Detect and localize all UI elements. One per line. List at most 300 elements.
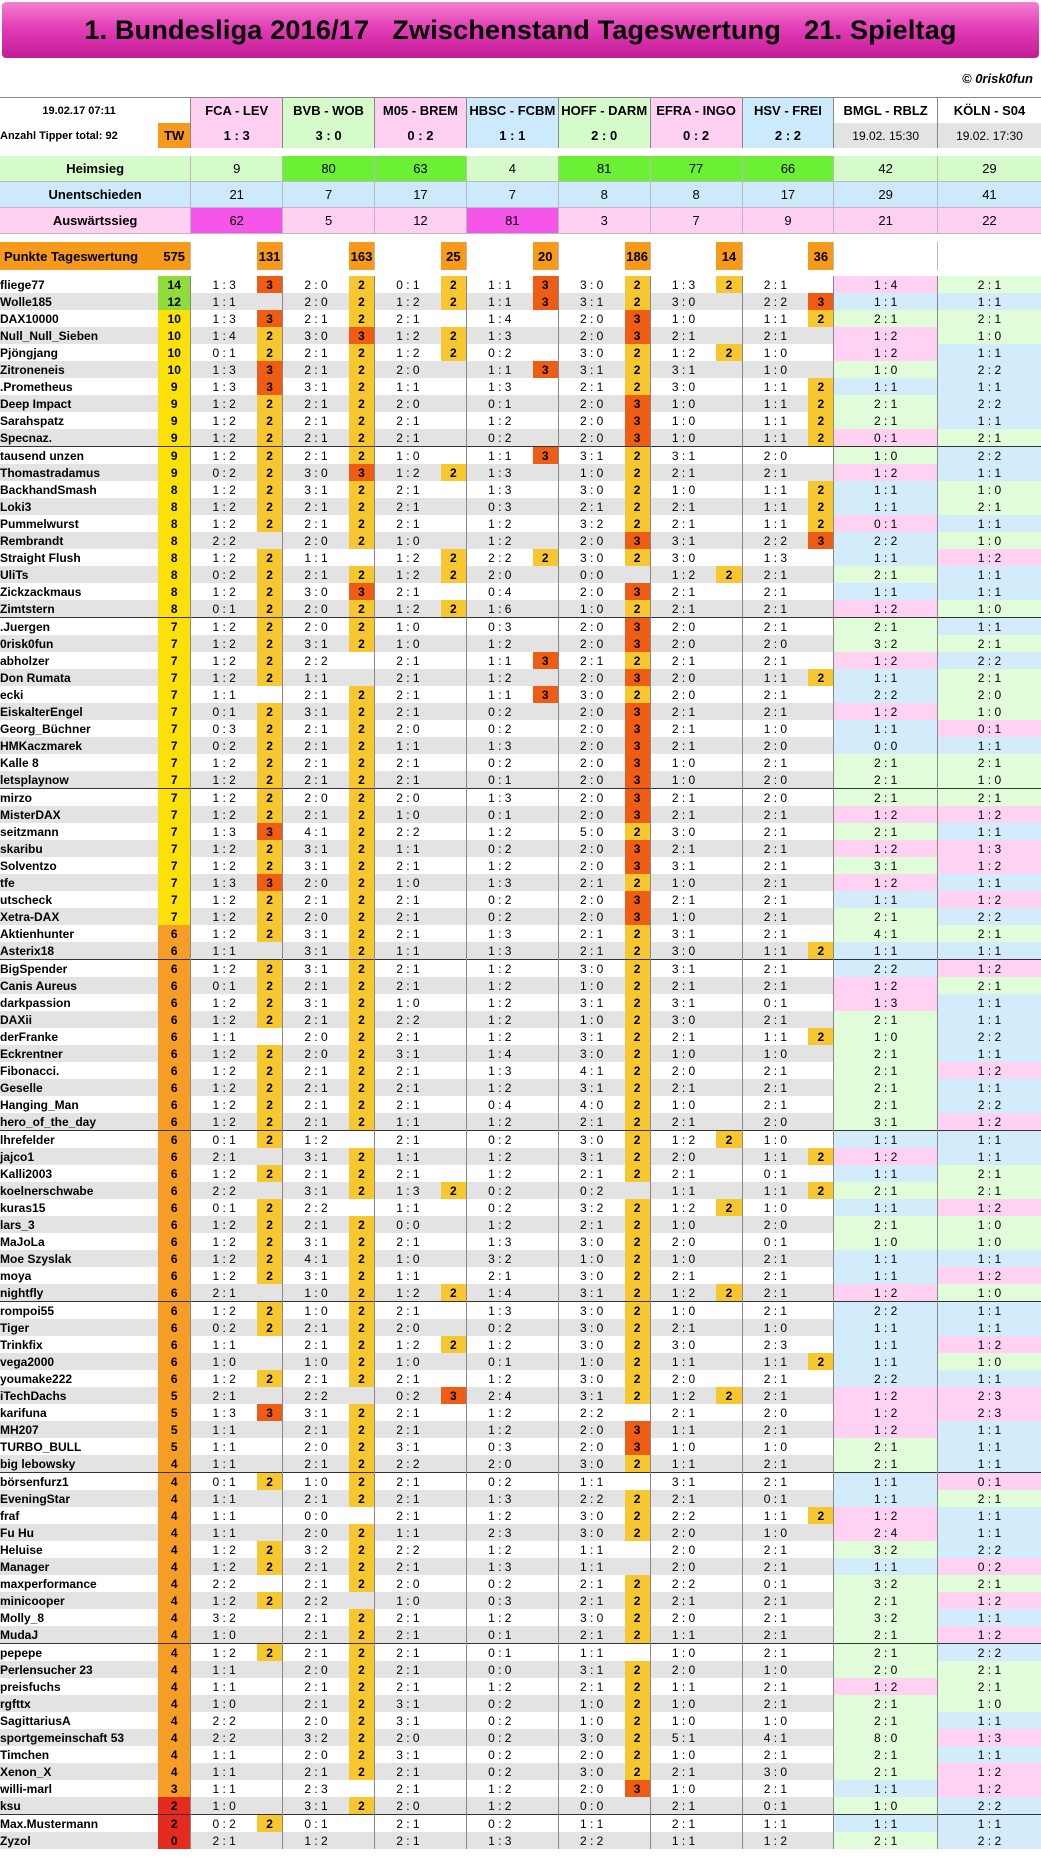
player-tip: 2 : 3 [937, 1387, 1041, 1404]
player-tip: 3 : 0 [558, 1336, 624, 1353]
player-tip: 0 : 2 [466, 344, 532, 361]
player-tip: 2 : 1 [937, 635, 1041, 652]
player-tip: 3 : 0 [650, 549, 716, 566]
player-row [0, 960, 1041, 978]
player-points [349, 669, 375, 686]
player-points: 2 [257, 652, 283, 669]
player-tip: 3 : 2 [834, 1541, 938, 1558]
player-tip: 3 : 0 [558, 1267, 624, 1284]
player-tip: 2 : 1 [375, 977, 441, 994]
match-teams: KÖLN - S04 [937, 98, 1041, 124]
player-points [441, 1302, 467, 1320]
player-points [441, 1370, 467, 1387]
player-tip: 1 : 2 [466, 1011, 532, 1028]
player-points: 2 [257, 703, 283, 720]
player-points: 2 [625, 1131, 651, 1149]
player-tip: 1 : 1 [558, 1541, 624, 1558]
player-tip: 1 : 0 [375, 1592, 441, 1609]
player-points: 2 [349, 1028, 375, 1045]
summary-count: 7 [650, 208, 742, 234]
player-tw: 2 [158, 1797, 191, 1815]
player-points: 2 [257, 994, 283, 1011]
player-tip: 1 : 2 [191, 908, 257, 925]
player-tip: 1 : 2 [191, 395, 257, 412]
player-points: 2 [808, 310, 834, 327]
player-points [716, 1336, 742, 1353]
player-tip: 1 : 0 [834, 361, 938, 378]
player-points: 2 [625, 447, 651, 465]
player-tip: 0 : 2 [466, 1182, 532, 1199]
player-tip: 1 : 1 [466, 293, 532, 310]
player-tip: 1 : 3 [650, 276, 716, 293]
player-tip: 2 : 1 [742, 891, 808, 908]
player-tw: 6 [158, 1062, 191, 1079]
player-points: 2 [441, 600, 467, 618]
player-tip: 2 : 0 [742, 1113, 808, 1131]
player-tip: 2 : 1 [742, 874, 808, 891]
player-row [0, 669, 1041, 686]
player-points: 2 [257, 1131, 283, 1149]
player-tip: 1 : 0 [650, 1216, 716, 1233]
player-tip: 2 : 0 [742, 789, 808, 807]
player-tip: 1 : 1 [834, 481, 938, 498]
player-points: 2 [349, 378, 375, 395]
player-tw: 8 [158, 549, 191, 566]
player-tip: 1 : 2 [466, 960, 532, 978]
player-tip: 2 : 1 [650, 1797, 716, 1815]
player-name: Fu Hu [0, 1524, 158, 1541]
player-points [533, 857, 559, 874]
player-tw: 4 [158, 1763, 191, 1780]
player-tip: 2 : 0 [650, 618, 716, 636]
player-name: Don Rumata [0, 669, 158, 686]
player-tip: 1 : 4 [466, 1045, 532, 1062]
player-tip: 2 : 2 [742, 532, 808, 549]
points-match: 25 [441, 242, 467, 270]
player-points: 2 [716, 1284, 742, 1302]
player-points: 2 [349, 429, 375, 447]
player-tip: 2 : 1 [558, 1216, 624, 1233]
player-points: 2 [257, 600, 283, 618]
player-tip: 2 : 1 [558, 652, 624, 669]
player-tip: 1 : 1 [742, 429, 808, 447]
player-tip: 0 : 2 [191, 464, 257, 481]
player-tip: 2 : 1 [742, 1695, 808, 1712]
player-points [533, 1336, 559, 1353]
player-points [533, 960, 559, 978]
player-tip: 1 : 1 [834, 1319, 938, 1336]
player-tip: 1 : 2 [375, 600, 441, 618]
player-points [716, 395, 742, 412]
player-tip: 2 : 1 [650, 1267, 716, 1284]
player-name: Xenon_X [0, 1763, 158, 1780]
player-tip: 2 : 1 [375, 669, 441, 686]
player-tip: 1 : 0 [650, 429, 716, 447]
player-name: fliege77 [0, 276, 158, 293]
player-points: 2 [257, 1267, 283, 1284]
player-row [0, 429, 1041, 447]
player-tip: 2 : 1 [375, 310, 441, 327]
match-result: 19.02. 17:30 [937, 123, 1041, 148]
points-match: 163 [349, 242, 375, 270]
player-tip: 1 : 2 [834, 840, 938, 857]
player-name: Hanging_Man [0, 1096, 158, 1113]
player-tip: 2 : 0 [558, 806, 624, 823]
player-tip: 2 : 1 [834, 1216, 938, 1233]
player-tip: 3 : 0 [283, 327, 349, 344]
player-name: Kalli2003 [0, 1165, 158, 1182]
player-name: Zickzackmaus [0, 583, 158, 600]
player-tip: 2 : 1 [375, 1558, 441, 1575]
player-name: lars_3 [0, 1216, 158, 1233]
player-points: 2 [625, 1626, 651, 1644]
player-tip: 1 : 3 [466, 327, 532, 344]
player-tw: 7 [158, 720, 191, 737]
player-tip: 1 : 1 [466, 361, 532, 378]
player-points: 2 [349, 1370, 375, 1387]
player-points: 2 [625, 1592, 651, 1609]
player-points [441, 1626, 467, 1644]
player-tip: 2 : 1 [650, 1404, 716, 1421]
player-tw: 6 [158, 1096, 191, 1113]
player-points [441, 1148, 467, 1165]
player-points [533, 806, 559, 823]
player-points: 2 [625, 1455, 651, 1473]
player-tip: 2 : 0 [742, 447, 808, 465]
player-tw: 6 [158, 1028, 191, 1045]
player-tip: 1 : 2 [191, 1250, 257, 1267]
player-points: 2 [349, 515, 375, 532]
player-points: 2 [625, 549, 651, 566]
player-tip: 3 : 0 [558, 481, 624, 498]
player-points [349, 1507, 375, 1524]
player-points: 2 [625, 1028, 651, 1045]
player-points: 3 [625, 703, 651, 720]
player-tip: 1 : 2 [466, 857, 532, 874]
player-points [533, 1797, 559, 1815]
player-tip: 2 : 1 [283, 1113, 349, 1131]
player-tip: 2 : 1 [283, 1558, 349, 1575]
player-tip: 1 : 3 [834, 994, 938, 1011]
player-tip: 2 : 1 [937, 925, 1041, 942]
player-tip: 2 : 1 [650, 1490, 716, 1507]
player-points: 3 [625, 857, 651, 874]
player-tw: 6 [158, 925, 191, 942]
player-points [441, 1113, 467, 1131]
player-name: .Juergen [0, 618, 158, 636]
player-tip: 2 : 1 [650, 977, 716, 994]
player-tip: 1 : 1 [650, 1421, 716, 1438]
player-tip: 1 : 2 [191, 891, 257, 908]
player-tip: 0 : 1 [191, 1131, 257, 1149]
player-tip: 2 : 0 [558, 310, 624, 327]
player-tip: 2 : 1 [283, 1644, 349, 1662]
player-points: 2 [257, 806, 283, 823]
player-tip: 1 : 2 [375, 566, 441, 583]
player-tip: 2 : 1 [742, 1387, 808, 1404]
player-tip: 2 : 0 [650, 1558, 716, 1575]
player-points: 2 [625, 1062, 651, 1079]
player-tip: 2 : 1 [937, 310, 1041, 327]
player-tip: 2 : 1 [375, 515, 441, 532]
player-points: 2 [625, 1387, 651, 1404]
player-points [533, 720, 559, 737]
player-tip: 0 : 3 [466, 618, 532, 636]
player-tip: 1 : 1 [191, 1455, 257, 1473]
player-tip: 2 : 1 [650, 737, 716, 754]
player-points [441, 942, 467, 960]
player-tip: 1 : 0 [937, 600, 1041, 618]
player-tip: 0 : 1 [375, 276, 441, 293]
player-tip: 1 : 2 [466, 1079, 532, 1096]
player-tip: 1 : 2 [742, 1832, 808, 1849]
player-points: 2 [441, 1336, 467, 1353]
player-points [625, 1832, 651, 1849]
player-row [0, 1165, 1041, 1182]
player-tip: 2 : 0 [558, 635, 624, 652]
player-tip: 2 : 1 [375, 481, 441, 498]
player-tip: 2 : 1 [742, 1678, 808, 1695]
player-points: 3 [257, 378, 283, 395]
player-points [625, 1473, 651, 1491]
player-tip: 1 : 2 [466, 1113, 532, 1131]
player-name: Zitroneneis [0, 361, 158, 378]
player-points [257, 942, 283, 960]
player-points [441, 1729, 467, 1746]
player-points [533, 908, 559, 925]
player-points [716, 481, 742, 498]
player-tw: 3 [158, 1780, 191, 1797]
summary-count: 9 [742, 208, 834, 234]
player-points [533, 1216, 559, 1233]
player-points [625, 1797, 651, 1815]
player-points: 2 [349, 447, 375, 465]
player-name: SagittariusA [0, 1712, 158, 1729]
player-tip: 2 : 0 [375, 1797, 441, 1815]
player-tip: 3 : 2 [466, 1250, 532, 1267]
player-points: 3 [625, 1780, 651, 1797]
player-points: 2 [349, 1062, 375, 1079]
player-tip: 2 : 1 [834, 1011, 938, 1028]
player-name: Max.Mustermann [0, 1815, 158, 1833]
player-tip: 2 : 1 [283, 686, 349, 703]
player-tip: 1 : 3 [191, 378, 257, 395]
player-points [808, 1284, 834, 1302]
player-points [441, 481, 467, 498]
player-name: Asterix18 [0, 942, 158, 960]
player-points [808, 891, 834, 908]
player-tip: 2 : 1 [834, 1644, 938, 1662]
player-points: 2 [349, 1438, 375, 1455]
player-points [533, 1763, 559, 1780]
player-points: 2 [625, 276, 651, 293]
player-points [716, 447, 742, 465]
player-tip: 1 : 1 [375, 840, 441, 857]
player-points [716, 549, 742, 566]
player-tip: 1 : 2 [937, 960, 1041, 978]
player-tip: 1 : 2 [937, 1592, 1041, 1609]
player-tip: 1 : 2 [191, 1011, 257, 1028]
player-tw: 9 [158, 464, 191, 481]
player-tip: 2 : 1 [834, 1763, 938, 1780]
player-points: 2 [349, 960, 375, 978]
player-tip: 0 : 1 [466, 771, 532, 789]
player-tip: 3 : 0 [283, 583, 349, 600]
player-points [716, 1353, 742, 1370]
player-points: 2 [349, 532, 375, 549]
player-points: 2 [625, 1336, 651, 1353]
match-result: 3 : 0 [283, 123, 375, 148]
player-tip: 1 : 1 [742, 498, 808, 515]
player-points: 2 [349, 1267, 375, 1284]
player-tip: 1 : 0 [937, 1695, 1041, 1712]
player-name: DAX10000 [0, 310, 158, 327]
player-tip: 1 : 1 [937, 566, 1041, 583]
summary-count: 81 [558, 156, 650, 182]
player-name: darkpassion [0, 994, 158, 1011]
player-tip: 1 : 1 [834, 891, 938, 908]
player-tip: 1 : 1 [937, 1609, 1041, 1626]
player-tip: 2 : 1 [742, 566, 808, 583]
player-tip: 1 : 3 [191, 276, 257, 293]
player-row [0, 1609, 1041, 1626]
player-tw: 4 [158, 1541, 191, 1558]
player-tip: 0 : 1 [466, 1353, 532, 1370]
player-points: 2 [349, 686, 375, 703]
player-row [0, 1490, 1041, 1507]
player-tip: 2 : 1 [375, 857, 441, 874]
player-tw: 6 [158, 1302, 191, 1320]
player-tip: 1 : 3 [191, 310, 257, 327]
player-points: 2 [349, 1182, 375, 1199]
player-points [441, 1438, 467, 1455]
player-tip: 1 : 2 [466, 635, 532, 652]
player-tip: 1 : 0 [650, 1302, 716, 1320]
player-tip: 1 : 2 [191, 669, 257, 686]
player-tip: 1 : 1 [742, 1148, 808, 1165]
player-points: 2 [625, 1695, 651, 1712]
player-name: MaJoLa [0, 1233, 158, 1250]
tipper-count: Anzahl Tipper total: 92 [0, 123, 158, 148]
player-points: 2 [625, 1319, 651, 1336]
player-tip: 0 : 4 [466, 1096, 532, 1113]
player-points [808, 1490, 834, 1507]
player-tip: 1 : 2 [937, 1336, 1041, 1353]
player-points: 2 [625, 823, 651, 840]
player-tip: 1 : 0 [650, 1695, 716, 1712]
player-points: 2 [349, 1336, 375, 1353]
player-points [808, 1370, 834, 1387]
player-tip: 1 : 4 [466, 310, 532, 327]
player-tip: 2 : 1 [283, 1011, 349, 1028]
player-points [716, 1592, 742, 1609]
player-name: DAXii [0, 1011, 158, 1028]
player-tip: 1 : 4 [834, 276, 938, 293]
player-tip: 4 : 1 [283, 1250, 349, 1267]
player-row [0, 515, 1041, 532]
player-points [808, 754, 834, 771]
player-tip: 5 : 1 [650, 1729, 716, 1746]
player-tip: 2 : 2 [558, 1832, 624, 1849]
player-tip: 2 : 1 [834, 771, 938, 789]
player-tip: 1 : 0 [191, 1797, 257, 1815]
match-teams: BMGL - RBLZ [834, 98, 938, 124]
player-row [0, 293, 1041, 310]
player-points [257, 1763, 283, 1780]
player-tip: 1 : 1 [937, 994, 1041, 1011]
player-tip: 3 : 1 [834, 1113, 938, 1131]
player-points [441, 960, 467, 978]
player-points: 2 [257, 908, 283, 925]
player-row [0, 310, 1041, 327]
player-tip: 1 : 3 [466, 378, 532, 395]
player-points: 2 [349, 1763, 375, 1780]
player-tip: 0 : 2 [191, 1319, 257, 1336]
player-points: 2 [625, 1113, 651, 1131]
player-tip: 2 : 2 [937, 395, 1041, 412]
player-tip: 2 : 0 [558, 669, 624, 686]
player-points [533, 1233, 559, 1250]
player-tip: 2 : 0 [558, 771, 624, 789]
player-points [808, 823, 834, 840]
player-name: lhrefelder [0, 1131, 158, 1149]
player-tw: 6 [158, 1267, 191, 1284]
player-tip: 1 : 1 [650, 1182, 716, 1199]
player-name: Trinkfix [0, 1336, 158, 1353]
player-name: mirzo [0, 789, 158, 807]
points-spacer [558, 242, 624, 270]
player-points: 2 [349, 618, 375, 636]
player-name: Moe Szyslak [0, 1250, 158, 1267]
player-points [533, 771, 559, 789]
player-tip: 1 : 3 [466, 464, 532, 481]
player-points: 2 [349, 1079, 375, 1096]
player-points: 2 [625, 600, 651, 618]
player-tw: 7 [158, 806, 191, 823]
player-points: 2 [349, 1284, 375, 1302]
player-tip: 2 : 1 [742, 1062, 808, 1079]
player-points [808, 566, 834, 583]
player-points [533, 1712, 559, 1729]
player-tip: 1 : 2 [283, 1131, 349, 1149]
player-tip: 0 : 2 [466, 1763, 532, 1780]
player-tip: 1 : 2 [834, 652, 938, 669]
player-tip: 2 : 1 [742, 1096, 808, 1113]
player-tip: 0 : 0 [375, 1216, 441, 1233]
player-tip: 1 : 3 [466, 1832, 532, 1849]
player-tip: 2 : 0 [558, 891, 624, 908]
player-tw: 6 [158, 1336, 191, 1353]
player-tip: 2 : 2 [834, 960, 938, 978]
player-points [716, 1370, 742, 1387]
player-points [716, 1028, 742, 1045]
player-tip: 2 : 1 [375, 1678, 441, 1695]
player-tip: 2 : 0 [283, 600, 349, 618]
player-points: 2 [349, 1233, 375, 1250]
player-points [808, 1438, 834, 1455]
player-points: 2 [808, 942, 834, 960]
player-points [441, 908, 467, 925]
player-tip: 1 : 1 [191, 1524, 257, 1541]
player-tip: 1 : 1 [742, 310, 808, 327]
player-points: 2 [257, 498, 283, 515]
player-row [0, 891, 1041, 908]
player-tip: 1 : 1 [834, 1336, 938, 1353]
player-tip: 1 : 0 [558, 1011, 624, 1028]
player-points: 2 [257, 327, 283, 344]
player-points [257, 1421, 283, 1438]
match-teams: EFRA - INGO [650, 98, 742, 124]
